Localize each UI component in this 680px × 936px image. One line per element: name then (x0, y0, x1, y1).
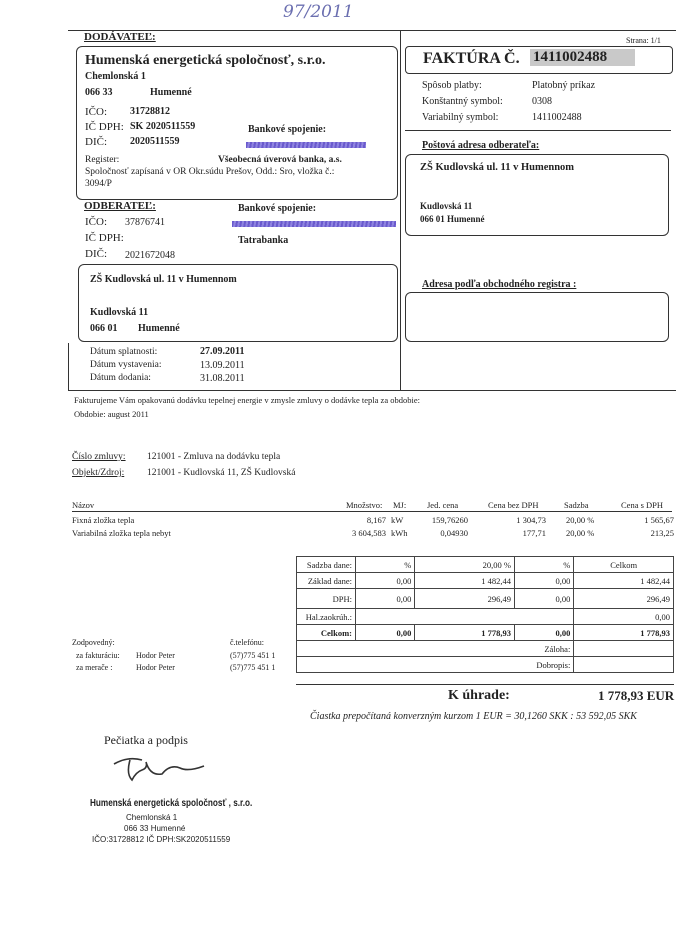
conversion-note: Čiastka prepočítaná konverzným kurzom 1 EUR = 30,1260 SKK : 53 592,05 SKK (310, 711, 637, 722)
object-value: 121001 - Kudlovská 11, ZŠ Kudlovská (147, 468, 296, 478)
item-row-rate: 20,00 % (566, 528, 595, 538)
postal-city: 066 01 Humenné (420, 214, 485, 224)
supplier-street: Chemlonská 1 (85, 71, 146, 82)
item-row-qty: 3 604,583 (352, 528, 386, 538)
vat-label: DPH: (297, 589, 356, 609)
dates-left-border (68, 343, 69, 390)
stamp-city: 066 33 Humenné (124, 824, 186, 833)
item-row-unit: kWh (391, 528, 408, 538)
credit-label: Dobropis: (297, 657, 574, 673)
payable-amount: 1 778,93 EUR (598, 688, 675, 703)
supplier-icdph: SK 2020511559 (130, 121, 196, 132)
supplier-name: Humenská energetická spoločnosť, s.r.o. (85, 53, 326, 68)
phone-label: č.telefónu: (230, 638, 264, 647)
billing-period: Obdobie: august 2011 (74, 409, 149, 419)
item-row-net: 1 304,73 (516, 515, 546, 525)
items-header-net: Cena bez DPH (488, 500, 539, 510)
invoicing-phone: (57)775 451 1 (230, 651, 276, 660)
rate-pct-0: % (356, 557, 415, 573)
customer-bank-account-redacted (232, 221, 396, 227)
item-row-rate: 20,00 % (566, 515, 595, 525)
item-row-qty: 8,167 (366, 515, 386, 525)
customer-ico-label: IČO: (85, 216, 107, 228)
supplier-dic: 2020511559 (130, 136, 180, 147)
supplier-ico-label: IČO: (85, 106, 107, 118)
total-value: 0,00 (356, 625, 415, 641)
items-header-qty: Množstvo: (346, 500, 383, 510)
item-row-price: 159,76260 (431, 515, 468, 525)
rate-pct-other: % (514, 557, 573, 573)
customer-dic: 2021672048 (125, 250, 175, 261)
supplier-heading: DODÁVATEĽ: (84, 31, 156, 43)
items-header-gross: Cena s DPH (621, 500, 664, 510)
payable-label: K úhrade: (448, 688, 510, 703)
supplier-bank-account-redacted (246, 142, 366, 148)
payable-rule (296, 684, 674, 685)
postal-heading: Poštová adresa odberateľa: (422, 140, 540, 151)
intro-text: Fakturujeme Vám opakovanú dodávku tepelnej energie v zmysle zmluvy o dodávke tepla za obdobie: (74, 395, 420, 405)
items-header-name: Názov (72, 500, 95, 510)
invoice-title: FAKTÚRA Č. (423, 50, 520, 67)
total-value: 1 778,93 (415, 625, 515, 641)
frame-top (68, 30, 676, 31)
base-value: 0,00 (514, 573, 573, 589)
supplier-zip: 066 33 (85, 87, 113, 98)
base-value: 1 482,44 (574, 573, 674, 589)
item-row-gross: 1 565,67 (644, 515, 674, 525)
issue-date: 13.09.2011 (200, 360, 245, 371)
due-date: 27.09.2011 (200, 346, 245, 357)
total-label: Celkom: (297, 625, 356, 641)
item-row-unit: kW (391, 515, 404, 525)
item-row-name: Fixná zložka tepla (72, 515, 135, 525)
customer-zip: 066 01 (90, 323, 118, 334)
items-header-rule (72, 511, 672, 512)
meters-phone: (57)775 451 1 (230, 663, 276, 672)
vat-value: 296,49 (415, 589, 515, 609)
rate-pct-20: 20,00 % (415, 557, 515, 573)
items-header-price: Jed. cena (427, 500, 459, 510)
due-date-label: Dátum splatnosti: (90, 347, 158, 357)
supplier-register-number: 3094/P (85, 179, 112, 189)
rounding-label: Hal.zaokrúh.: (297, 609, 356, 625)
variable-symbol: 1411002488 (532, 112, 582, 123)
stamp-street: Chemlonská 1 (126, 813, 178, 822)
customer-name: ZŠ Kudlovská ul. 11 v Humennom (90, 274, 237, 285)
item-row-net: 177,71 (522, 528, 546, 538)
item-row-price: 0,04930 (440, 528, 468, 538)
invoice-separator (405, 130, 671, 131)
customer-dic-label: DIČ: (85, 248, 107, 260)
vat-value: 0,00 (356, 589, 415, 609)
base-value: 1 482,44 (415, 573, 515, 589)
frame-divider (400, 30, 401, 390)
total-value: 1 778,93 (574, 625, 674, 641)
rounding-value: 0,00 (574, 609, 674, 625)
stamp-label: Pečiatka a podpis (104, 733, 188, 747)
rounding-empty (356, 609, 574, 625)
constant-symbol: 0308 (532, 96, 552, 107)
items-header-unit: MJ: (393, 500, 407, 510)
postal-street: Kudlovská 11 (420, 201, 473, 211)
payment-method: Platobný príkaz (532, 80, 596, 91)
delivery-date-label: Dátum dodania: (90, 373, 151, 383)
issue-date-label: Dátum vystavenia: (90, 360, 162, 370)
customer-bank-name: Tatrabanka (238, 235, 289, 246)
total-column-header: Celkom (574, 557, 674, 573)
contract-label: Číslo zmluvy: (72, 452, 126, 462)
supplier-icdph-label: IČ DPH: (85, 121, 124, 133)
supplier-bank-label: Bankové spojenie: (248, 124, 327, 135)
supplier-city: Humenné (150, 87, 192, 98)
invoicing-person: Hodor Peter (136, 651, 175, 660)
supplier-bank-name: Všeobecná úverová banka, a.s. (218, 155, 342, 165)
signature-image (108, 752, 218, 786)
page-number: Strana: 1/1 (626, 36, 661, 45)
supplier-ico: 31728812 (130, 106, 170, 117)
credit-value (574, 657, 674, 673)
supplier-register-text: Spoločnosť zapísaná v OR Okr.súdu Prešov, Odd.: Sro, vložka č.: (85, 167, 335, 177)
customer-heading: ODBERATEĽ: (84, 200, 156, 212)
payment-method-label: Spôsob platby: (422, 80, 482, 91)
rate-label: Sadzba dane: (297, 557, 356, 573)
handwritten-reference: 97/2011 (283, 2, 354, 22)
invoice-number: 1411002488 (530, 49, 635, 66)
supplier-dic-label: DIČ: (85, 136, 107, 148)
responsible-label: Zodpovedný: (72, 638, 115, 647)
register-address-heading: Adresa podľa obchodného registra : (422, 279, 577, 290)
contract-value: 121001 - Zmluva na dodávku tepla (147, 452, 281, 462)
constant-symbol-label: Konštantný symbol: (422, 96, 503, 107)
supplier-register-label: Register: (85, 155, 120, 165)
postal-name: ZŠ Kudlovská ul. 11 v Humennom (420, 162, 575, 173)
frame-bottom (68, 390, 676, 391)
vat-value: 0,00 (514, 589, 573, 609)
item-row-name: Variabilná zložka tepla nebyt (72, 528, 171, 538)
register-address-box (405, 292, 669, 342)
invoicing-label: za fakturáciu: (76, 651, 120, 660)
items-header-rate: Sadzba (564, 500, 589, 510)
object-label: Objekt/Zdroj: (72, 468, 125, 478)
customer-icdph-label: IČ DPH: (85, 232, 124, 244)
base-label: Základ dane: (297, 573, 356, 589)
customer-ico: 37876741 (125, 217, 165, 228)
item-row-gross: 213,25 (650, 528, 674, 538)
customer-bank-label: Bankové spojenie: (238, 203, 317, 214)
vat-summary-table (296, 556, 674, 673)
stamp-ids: IČO:31728812 IČ DPH:SK2020511559 (92, 835, 231, 844)
base-value: 0,00 (356, 573, 415, 589)
advance-value (574, 641, 674, 657)
customer-street: Kudlovská 11 (90, 307, 149, 318)
customer-city: Humenné (138, 323, 180, 334)
advance-label: Záloha: (297, 641, 574, 657)
stamp-company: Humenská energetická spoločnosť , s.r.o. (90, 797, 253, 809)
meters-person: Hodor Peter (136, 663, 175, 672)
total-value: 0,00 (514, 625, 573, 641)
vat-value: 296,49 (574, 589, 674, 609)
meters-label: za merače : (76, 663, 113, 672)
delivery-date: 31.08.2011 (200, 373, 245, 384)
variable-symbol-label: Variabilný symbol: (422, 112, 499, 123)
